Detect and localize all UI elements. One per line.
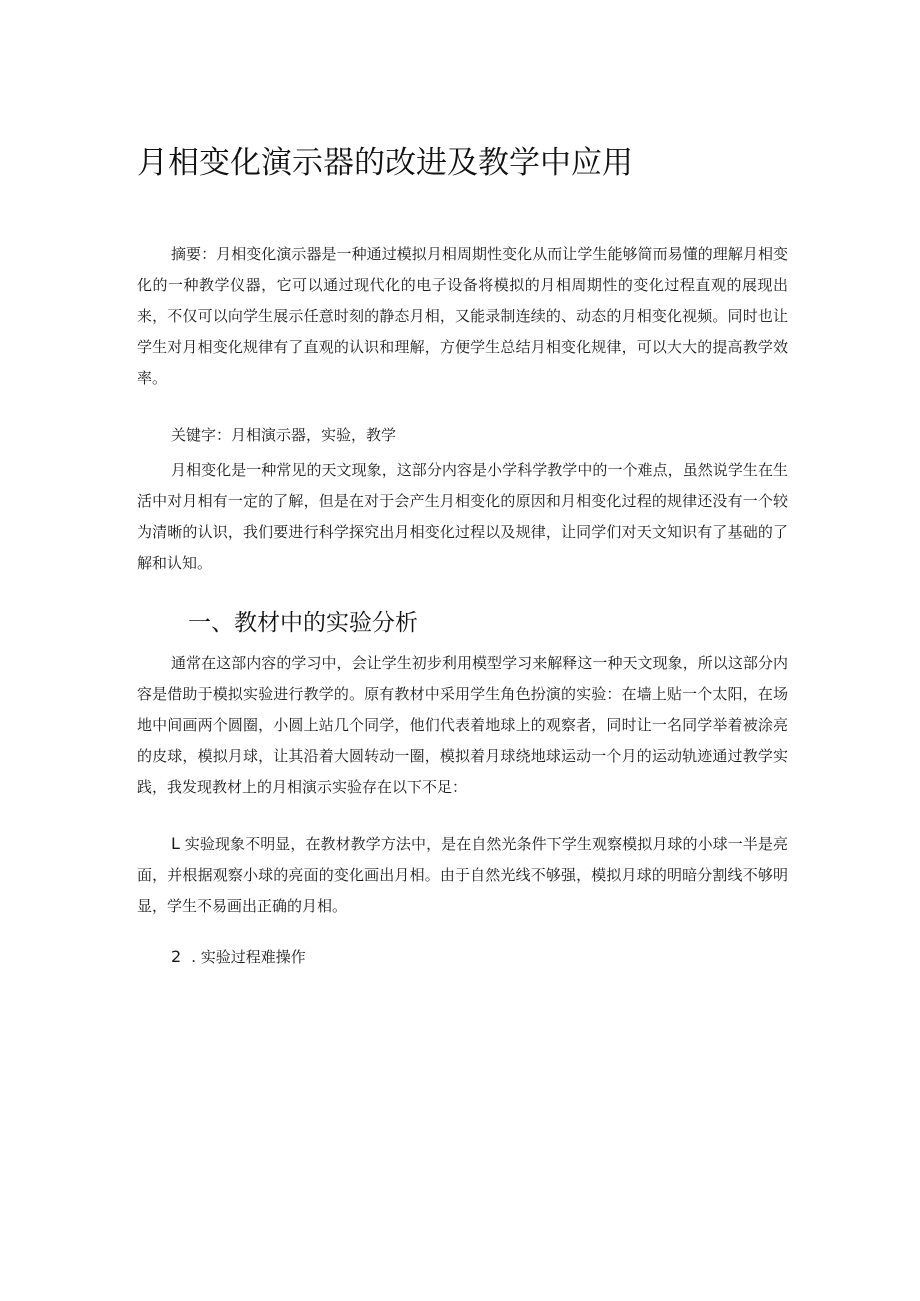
list-item-1 [137, 828, 788, 922]
intro-paragraph: 月相变化是一种常见的天文现象，这部分内容是小学科学教学中的一个难点，虽然说学生在生活中对月相有一定的了解，但是在对于会产生月相变化的原因和月相变化过程的规律还没有一个较为清晰的认识，我们要进行科学探究出月相变化过程以及规律，让同学们对天文知识有了基础的了解和认知。 [137, 461, 788, 572]
section-paragraph: 通常在这部内容的学习中，会让学生初步利用模型学习来解释这一种天文现象，所以这部分内容是借助于模拟实验进行教学的。原有教材中采用学生角色扮演的实验：在墙上贴一个太阳，在场地中间画两个圆圈，小圆上站几个同学，他们代表着地球上的观察者，同时让一名同学举着被涂亮的皮球，模拟月球，让其沿着大圆转动一圈，模拟着月球绕地球运动一个月的运动轨迹通过教学实践，我发现教材上的月相演示实验存在以下不足： [137, 654, 788, 796]
list-item-1-text: 实验现象不明显，在教材教学方法中，是在自然光条件下学生观察模拟月球的小球一半是亮面，并根据观察小球的亮面的变化画出月相。由于自然光线不够强，模拟月球的明暗分割线不够明显，学生不易画出正确的月相。 [137, 835, 788, 915]
list-item-1-number: L [171, 834, 180, 853]
abstract-paragraph: 摘要：月相变化演示器是一种通过模拟月相周期性变化从而让学生能够简而易懂的理解月相变化的一种教学仪器，它可以通过现代化的电子设备将模拟的月相周期性的变化过程直观的展现出来，不仅可以向学生展示任意时刻的静态月相，又能录制连续的、动态的月相变化视频。同时也让学生对月相变化规律有了直观的认识和理解，方便学生总结月相变化规律，可以大大的提高教学效率。 [137, 245, 788, 387]
document-title: 月相变化演示器的改进及教学中应用 [137, 145, 633, 181]
list-item-2 [137, 941, 788, 973]
keywords-line: 关键字：月相演示器，实验，教学 [171, 426, 397, 444]
list-item-2-number: 2 [171, 947, 182, 966]
section-heading: 一、教材中的实验分析 [188, 610, 418, 636]
list-item-2-text: . 实验过程难操作 [191, 948, 306, 966]
